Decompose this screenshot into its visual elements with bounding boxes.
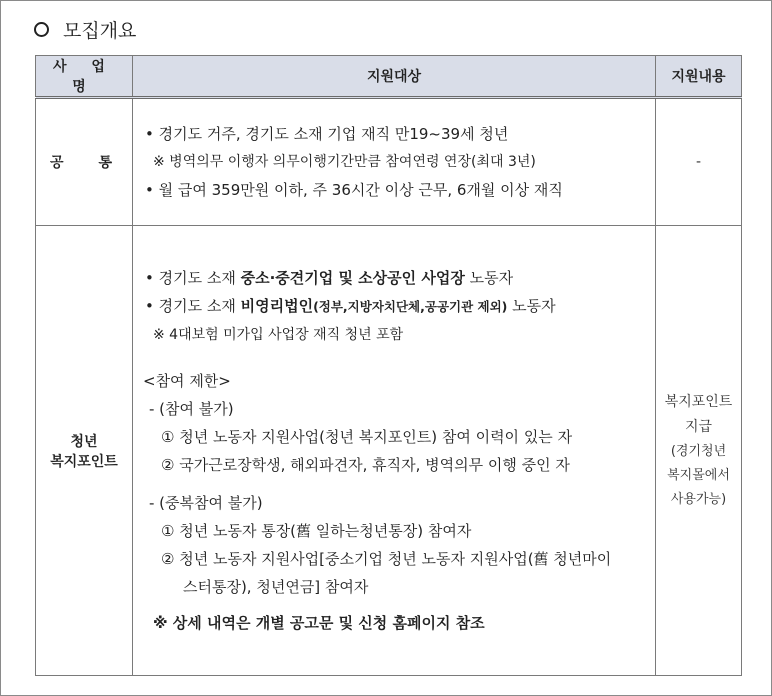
row-name-line: 복지포인트	[50, 453, 118, 470]
row-name-line: 청년	[70, 433, 98, 450]
restriction-subheading: - (중복참여 불가)	[149, 494, 263, 512]
note-item: ※ 병역의무 이행자 의무이행기간만큼 참여연령 연장(최대 3년)	[153, 154, 536, 170]
row-name-welfare-points	[36, 226, 133, 676]
section-heading-text: 모집개요	[63, 20, 137, 42]
restriction-subheading: - (참여 불가)	[149, 400, 234, 418]
list-item: • 경기도 소재 중소·중견기업 및 소상공인 사업장 노동자	[145, 269, 514, 287]
list-item: ① 청년 노동자 지원사업(청년 복지포인트) 참여 이력이 있는 자	[161, 428, 573, 446]
recruitment-table	[35, 55, 742, 676]
common-support-cell: -	[656, 98, 742, 226]
list-item: ② 국가근로장학생, 해외파견자, 휴직자, 병역의무 이행 중인 자	[161, 456, 570, 474]
list-item: ② 청년 노동자 지원사업[중소기업 청년 노동자 지원사업(舊 청년마이	[161, 550, 612, 568]
list-item-continuation: 스터통장), 청년연금] 참여자	[183, 578, 369, 596]
final-note: ※ 상세 내역은 개별 공고문 및 신청 홈페이지 참조	[153, 614, 485, 632]
support-line: 복지몰에서	[667, 467, 730, 483]
support-line: 지급	[684, 418, 713, 435]
row-name-common	[36, 98, 133, 226]
support-line: 복지포인트	[664, 393, 733, 410]
common-eligibility-cell	[133, 98, 656, 226]
welfare-support-cell	[656, 226, 742, 676]
circle-bullet-icon	[34, 22, 49, 37]
table-row-common	[36, 98, 742, 226]
list-item: • 경기도 거주, 경기도 소재 기업 재직 만19~39세 청년	[145, 125, 509, 143]
support-line: (경기청년	[670, 443, 727, 459]
welfare-eligibility-cell	[133, 226, 656, 676]
table-header-row	[36, 56, 742, 98]
note-item: ※ 4대보험 미가입 사업장 재직 청년 포함	[153, 327, 404, 343]
header-business-name: 사 업 명	[36, 56, 133, 98]
list-item: • 경기도 소재 비영리법인(정부,지방자치단체,공공기관 제외) 노동자	[145, 297, 556, 315]
restriction-heading: <참여 제한>	[143, 372, 231, 390]
list-item: ① 청년 노동자 통장(舊 일하는청년통장) 참여자	[161, 522, 472, 540]
section-heading	[34, 16, 136, 43]
row-name-part: 통	[98, 155, 112, 171]
table-row-welfare-points	[36, 226, 742, 676]
list-item: • 월 급여 359만원 이하, 주 36시간 이상 근무, 6개월 이상 재직	[145, 181, 563, 199]
header-support: 지원내용	[656, 56, 742, 98]
support-line: 사용가능)	[670, 491, 727, 507]
row-name-part: 공	[50, 155, 64, 171]
header-eligibility: 지원대상	[133, 56, 656, 98]
